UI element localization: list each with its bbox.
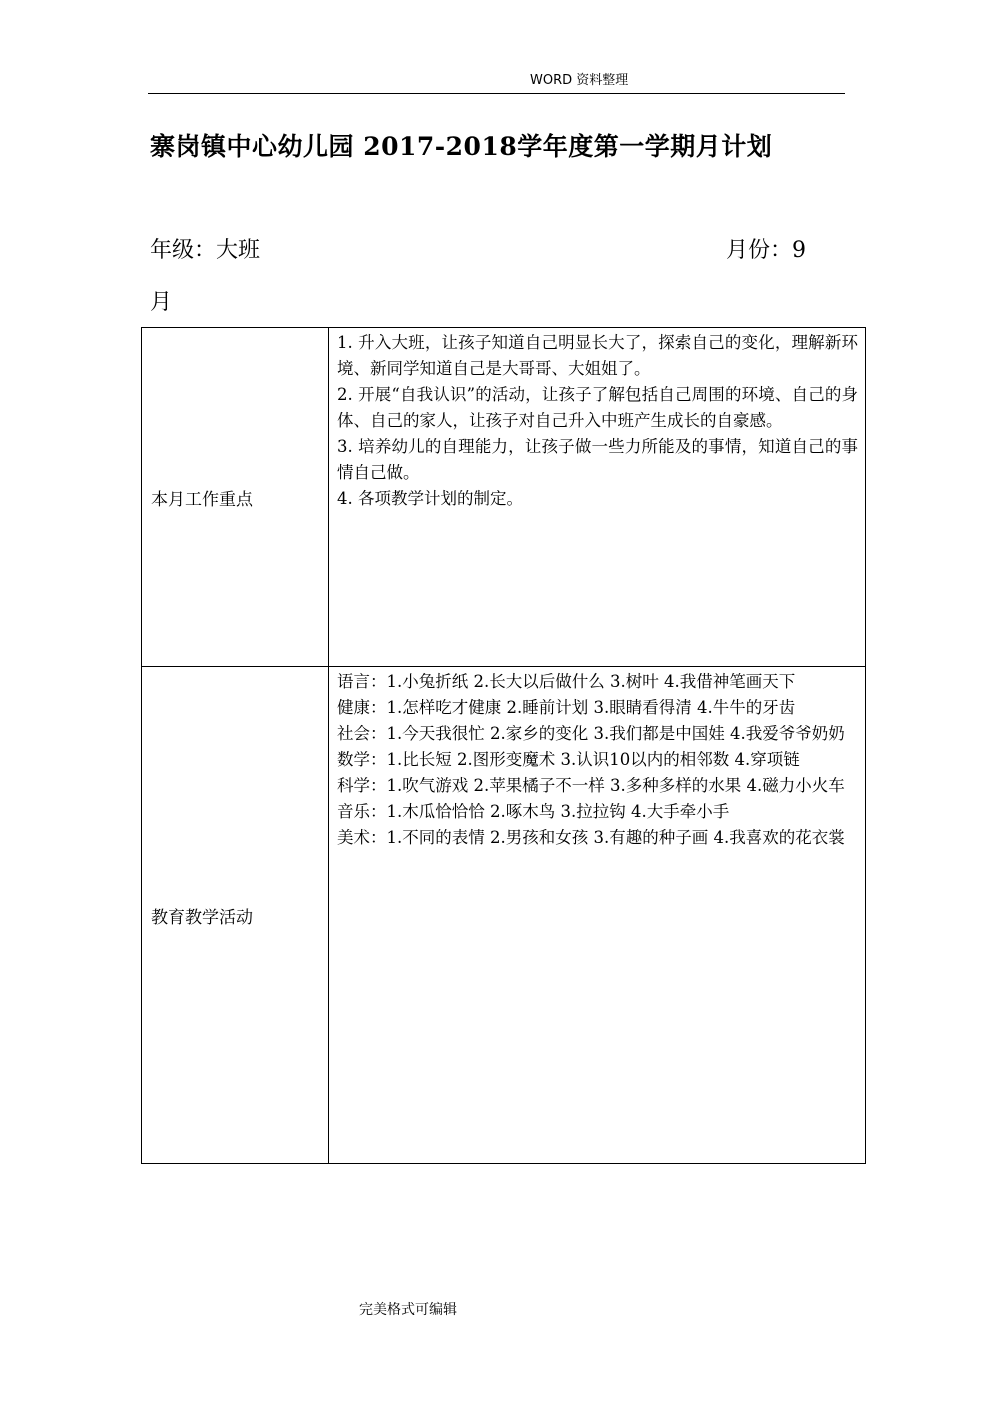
activity-item: 健康：1.怎样吃才健康 2.睡前计划 3.眼睛看得清 4.牛牛的牙齿 [337,698,796,717]
activity-item: 音乐：1.木瓜恰恰恰 2.啄木鸟 3.拉拉钩 4.大手牵小手 [337,802,730,821]
activity-item: 科学：1.吹气游戏 2.苹果橘子不一样 3.多种多样的水果 4.磁力小火车 [337,776,845,795]
activity-item: 语言：1.小兔折纸 2.长大以后做什么 3.树叶 4.我借神笔画天下 [337,672,796,691]
monthly-plan-table [141,327,866,1164]
page-footer-text: 完美格式可编辑 [359,1302,457,1318]
focus-item: 1. 升入大班，让孩子知道自己明显长大了，探索自己的变化，理解新环境、新同学知道自己是大哥哥、大姐姐了。 [337,333,858,378]
row-content-activities [329,667,866,1164]
month-label: 月份：9 [726,238,806,263]
focus-item: 3. 培养幼儿的自理能力，让孩子做一些力所能及的事情，知道自己的事情自己做。 [337,437,858,482]
document-title: 寨岗镇中心幼儿园 2017-2018学年度第一学期月计划 [150,132,773,161]
activity-item: 美术：1.不同的表情 2.男孩和女孩 3.有趣的种子画 4.我喜欢的花衣裳 [337,828,845,847]
table-row [142,328,866,667]
row-content-focus [329,328,866,667]
focus-item: 2. 开展“自我认识”的活动，让孩子了解包括自己周围的环境、自己的身体、自己的家人，让孩子对自己升入中班产生成长的自豪感。 [337,385,858,430]
row-label-activities: 教育教学活动 [142,667,329,1164]
page-header-text: WORD 资料整理 [530,73,629,88]
month-label-continuation: 月 [150,290,173,315]
grade-label: 年级：大班 [150,238,261,263]
header-divider [148,93,845,94]
table-row [142,667,866,1164]
activity-item: 数学：1.比长短 2.图形变魔术 3.认识10以内的相邻数 4.穿项链 [337,750,800,769]
row-label-focus: 本月工作重点 [142,328,329,667]
focus-item: 4. 各项教学计划的制定。 [337,489,523,508]
activity-item: 社会：1.今天我很忙 2.家乡的变化 3.我们都是中国娃 4.我爱爷爷奶奶 [337,724,845,743]
